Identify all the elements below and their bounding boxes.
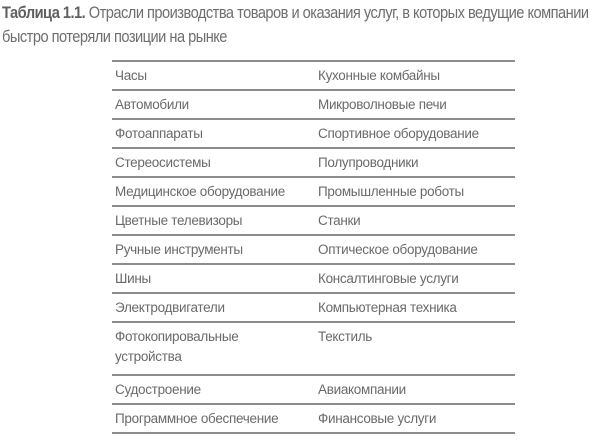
table-row <box>112 323 515 376</box>
industries-table <box>112 60 515 434</box>
table-cell: Станки <box>318 213 361 228</box>
table-cell: Авиакомпании <box>318 382 406 397</box>
table-row <box>112 149 515 178</box>
table-caption <box>2 1 600 49</box>
table-row <box>112 207 515 236</box>
table-cell: Электродвигатели <box>115 300 225 315</box>
table-cell: Консалтинговые услуги <box>318 271 459 286</box>
table-row <box>112 376 515 405</box>
table-cell: Фотокопировальные устройства <box>115 329 239 364</box>
table-row <box>112 178 515 207</box>
table-cell: Микроволновые печи <box>318 97 447 112</box>
table-cell: Медицинское оборудование <box>115 184 285 199</box>
table-cell: Текстиль <box>318 329 373 344</box>
table-cell: Стереосистемы <box>115 155 211 170</box>
table-cell: Часы <box>115 68 147 83</box>
table-caption-text: Отрасли производства товаров и оказания услуг, в которых ведущие компании быстро потеряли позиции на рынке <box>2 3 589 46</box>
table-cell: Ручные инструменты <box>115 242 243 257</box>
table-cell: Промышленные роботы <box>318 184 464 199</box>
table-row <box>112 91 515 120</box>
table-cell: Финансовые услуги <box>318 411 437 426</box>
table-cell: Компьютерная техника <box>318 300 457 315</box>
table-cell: Судостроение <box>115 382 201 397</box>
table-row <box>112 236 515 265</box>
table-row <box>112 62 515 91</box>
table-row <box>112 265 515 294</box>
table-caption-label: Таблица 1.1. <box>2 3 86 22</box>
table-cell: Шины <box>115 271 151 286</box>
table-row <box>112 294 515 323</box>
table-cell: Автомобили <box>115 97 189 112</box>
table-row <box>112 120 515 149</box>
table-cell: Кухонные комбайны <box>318 68 440 83</box>
table-row <box>112 405 515 434</box>
table-cell: Цветные телевизоры <box>115 213 243 228</box>
table-cell: Фотоаппараты <box>115 126 203 141</box>
table-cell: Оптическое оборудование <box>318 242 478 257</box>
table-cell: Полупроводники <box>318 155 419 170</box>
table-cell: Спортивное оборудование <box>318 126 479 141</box>
table-cell: Программное обеспечение <box>115 411 279 426</box>
